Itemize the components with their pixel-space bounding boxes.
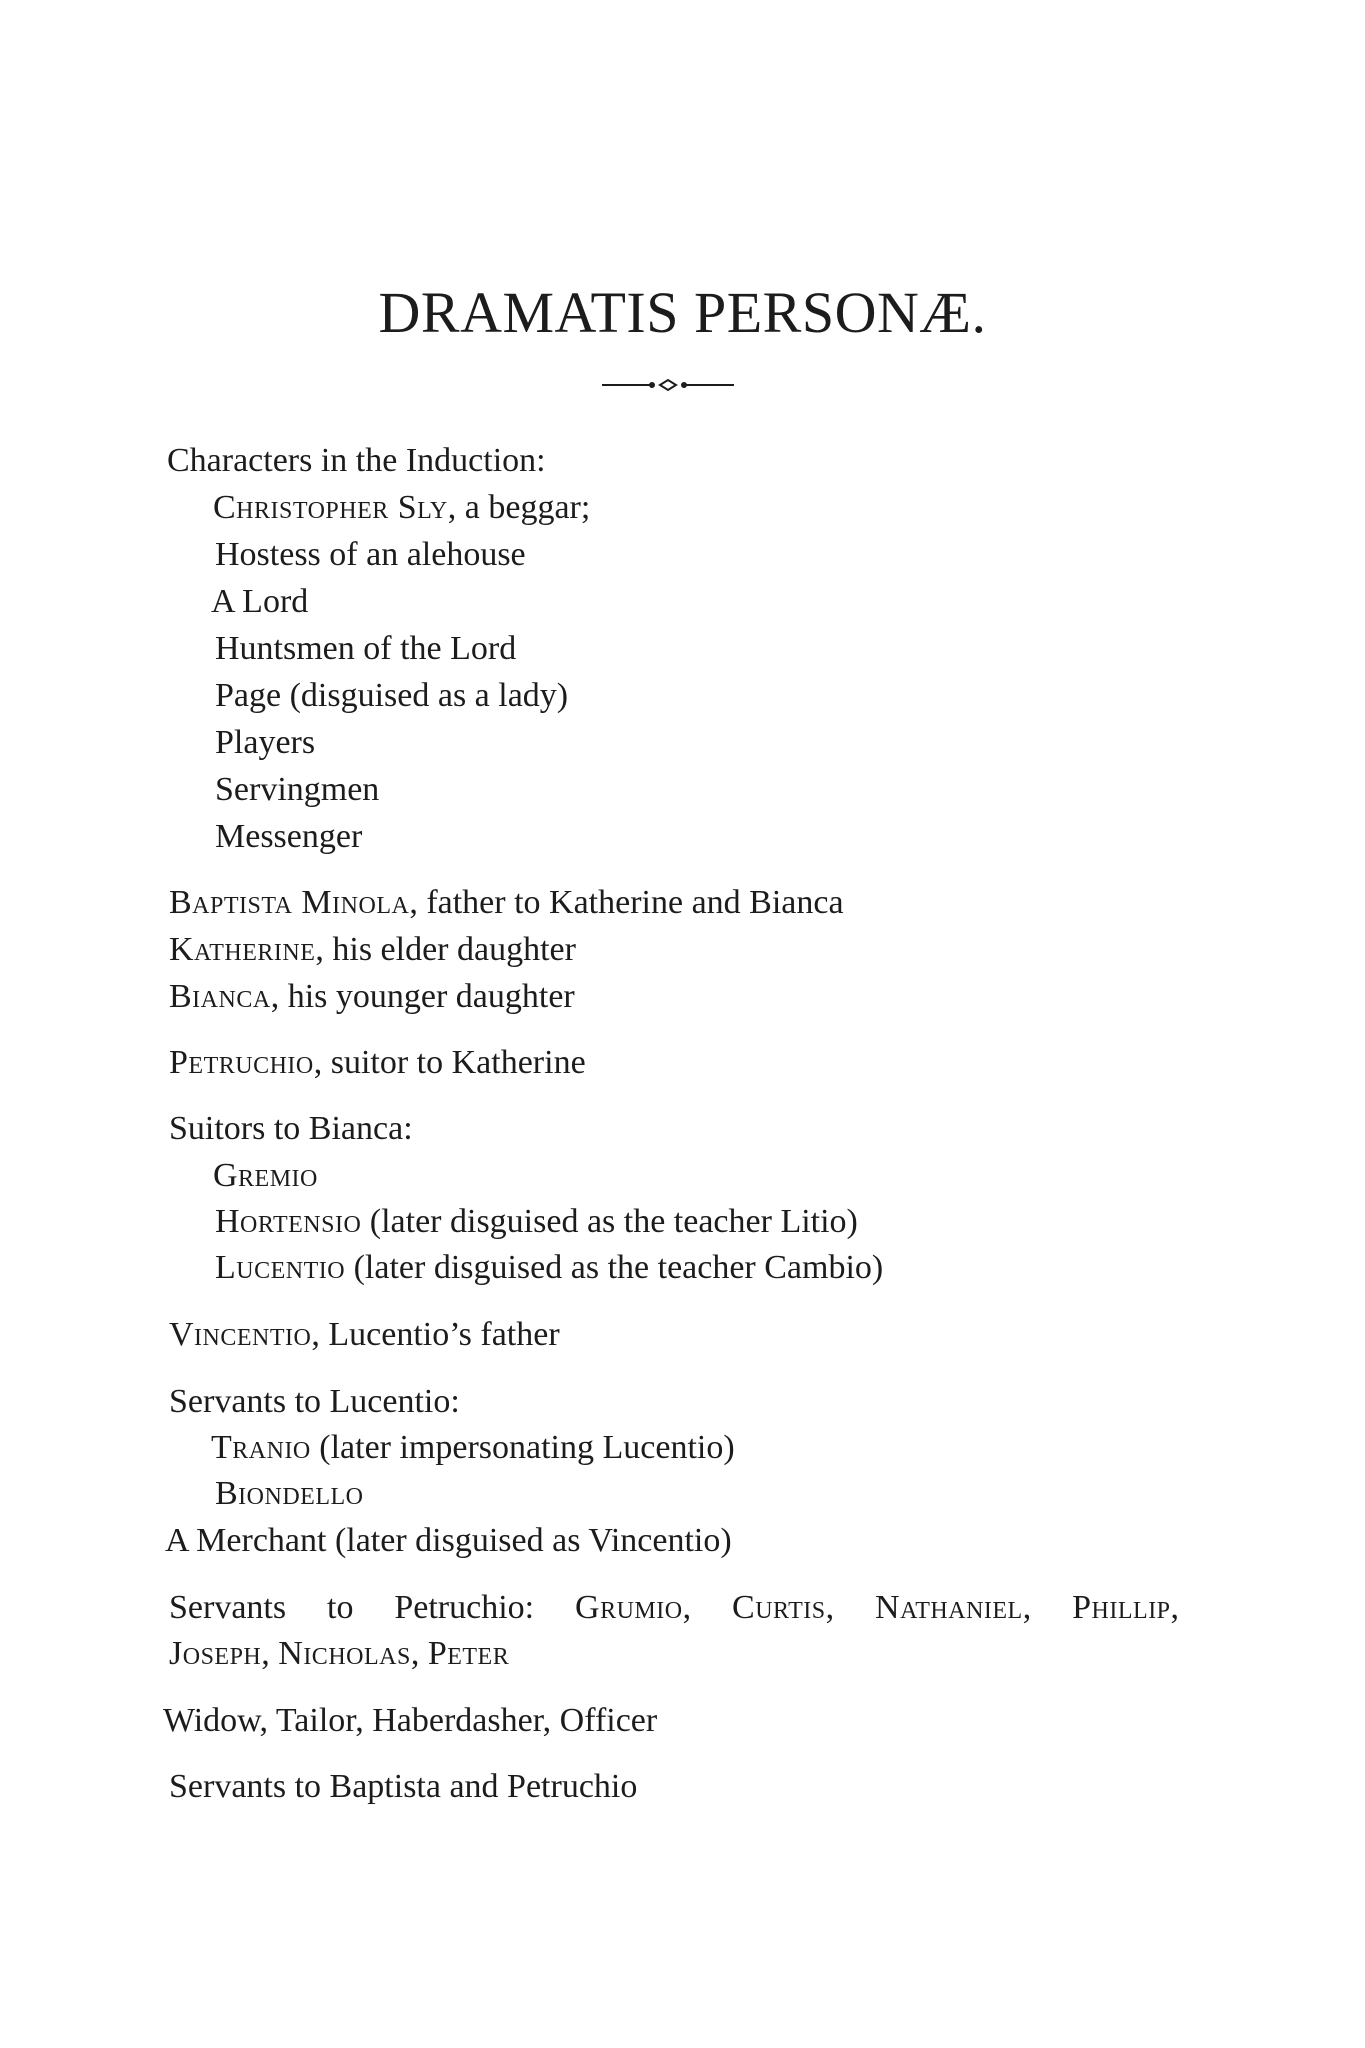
character-desc: , Lucentio’s father <box>311 1316 560 1353</box>
character-name: Joseph <box>169 1635 262 1672</box>
character-name: Tranio <box>211 1429 311 1466</box>
character-desc: , a beggar; <box>447 489 591 526</box>
separator: , <box>261 1635 270 1672</box>
character-name: Hortensio <box>215 1203 362 1240</box>
cast-entry-lord: A Lord <box>211 583 309 620</box>
cast-entry-page: Page (disguised as a lady) <box>215 677 569 714</box>
cast-entry-hostess: Hostess of an alehouse <box>215 536 526 573</box>
character-name: Bianca <box>169 978 271 1015</box>
cast-entry-tranio <box>211 1426 735 1470</box>
group-label: Servants to Petruchio: <box>169 1589 535 1626</box>
induction-heading: Characters in the Induction: <box>167 442 546 479</box>
character-name: Petruchio <box>169 1044 314 1081</box>
cast-entry-merchant: A Merchant (later disguised as Vincentio) <box>165 1522 732 1559</box>
cast-entry-huntsmen: Huntsmen of the Lord <box>215 630 517 667</box>
cast-entry-others: Widow, Tailor, Haberdasher, Officer <box>163 1702 658 1739</box>
character-name: Phillip <box>1072 1589 1171 1626</box>
separator: , <box>410 1635 420 1672</box>
cast-entry-baptista-petruchio-servants: Servants to Baptista and Petruchio <box>169 1768 638 1805</box>
suitors-heading: Suitors to Bianca: <box>169 1110 413 1147</box>
cast-entry-messenger: Messenger <box>215 818 363 855</box>
separator: , <box>1170 1589 1180 1626</box>
separator: , <box>825 1589 835 1626</box>
cast-entry-sly <box>213 486 590 530</box>
cast-entry-servingmen: Servingmen <box>215 771 380 808</box>
character-name: Lucentio <box>215 1249 346 1286</box>
character-desc: (later impersonating Lucentio) <box>310 1429 735 1466</box>
cast-entry-gremio: Gremio <box>213 1157 318 1194</box>
character-name: Nathaniel <box>875 1589 1023 1626</box>
character-name: Vincentio <box>169 1316 312 1353</box>
page-title: DRAMATIS PERSONÆ. <box>378 280 987 345</box>
character-desc: (later disguised as the teacher Litio) <box>361 1203 858 1240</box>
cast-entry-biondello: Biondello <box>215 1475 364 1512</box>
character-name: Nicholas <box>278 1635 411 1672</box>
cast-entry-baptista <box>169 881 844 925</box>
cast-entry-lucentio <box>215 1246 883 1290</box>
character-name: Grumio <box>575 1589 683 1626</box>
character-name: Curtis <box>732 1589 826 1626</box>
character-desc: (later disguised as the teacher Cambio) <box>345 1249 884 1286</box>
character-name: Peter <box>427 1635 510 1672</box>
separator: , <box>1022 1589 1032 1626</box>
character-name: Baptista Minola <box>169 884 410 921</box>
lucentio-servants-heading: Servants to Lucentio: <box>169 1383 460 1420</box>
character-desc: , his elder daughter <box>315 931 576 968</box>
character-desc: , father to Katherine and Bianca <box>409 884 844 921</box>
cast-entry-hortensio <box>215 1200 858 1244</box>
cast-entry-vincentio <box>169 1313 560 1357</box>
cast-entry-bianca <box>169 975 575 1019</box>
cast-entry-players: Players <box>215 724 316 761</box>
character-desc: , suitor to Katherine <box>313 1044 586 1081</box>
character-desc: , his younger daughter <box>270 978 575 1015</box>
cast-entry-katherine <box>169 928 576 972</box>
character-name: Katherine <box>169 931 316 968</box>
separator: , <box>682 1589 692 1626</box>
ornament-divider-icon <box>602 376 734 394</box>
cast-entry-petruchio <box>169 1041 586 1085</box>
character-name: Christopher Sly <box>213 489 448 526</box>
cast-entry-petruchio-servants-cont <box>169 1632 509 1676</box>
cast-entry-petruchio-servants <box>169 1586 1179 1630</box>
